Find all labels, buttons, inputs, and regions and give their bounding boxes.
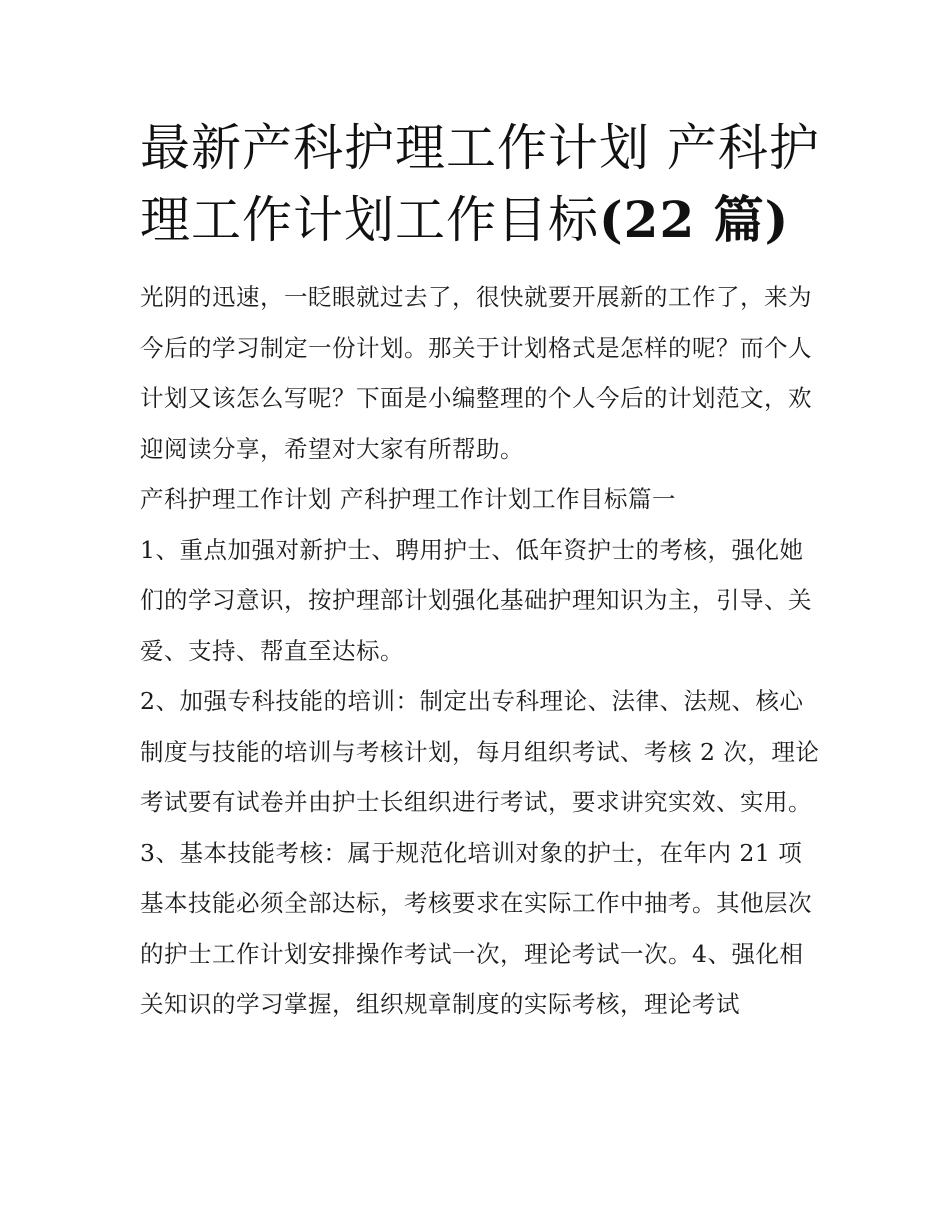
list-item-1: 1、重点加强对新护士、聘用护士、低年资护士的考核，强化她们的学习意识，按护理部计划强化基础护理知识为主，引导、关爱、支持、帮直至达标。 <box>140 535 812 665</box>
title-text: 最新产科护理工作计划 产科护理工作计划工作目标 <box>140 119 820 249</box>
title-count: (22 篇) <box>599 190 790 249</box>
document-body <box>140 272 820 1030</box>
intro-paragraph: 光阴的迅速，一眨眼就过去了，很快就要开展新的工作了，来为今后的学习制定一份计划。那关于计划格式是怎样的呢？而个人计划又该怎么写呢？下面是小编整理的个人今后的计划范文，欢迎阅读分享，希望对大家有所帮助。 <box>140 283 812 463</box>
document-content <box>140 112 820 1030</box>
section-heading: 产科护理工作计划 产科护理工作计划工作目标篇一 <box>140 485 676 513</box>
list-item-2: 2、加强专科技能的培训：制定出专科理论、法律、法规、核心制度与技能的培训与考核计划，每月组织考试、考核 2 次，理论考试要有试卷并由护士长组织进行考试，要求讲究实效、实用。 <box>140 687 820 816</box>
list-item-3: 3、基本技能考核：属于规范化培训对象的护士，在年内 21 项基本技能必须全部达标，考核要求在实际工作中抽考。其他层次的护士工作计划安排操作考试一次，理论考试一次。4、强化相关知识的学习掌握，组织规章制度的实际考核，理论考试 <box>140 838 812 1018</box>
document-title <box>140 112 820 256</box>
